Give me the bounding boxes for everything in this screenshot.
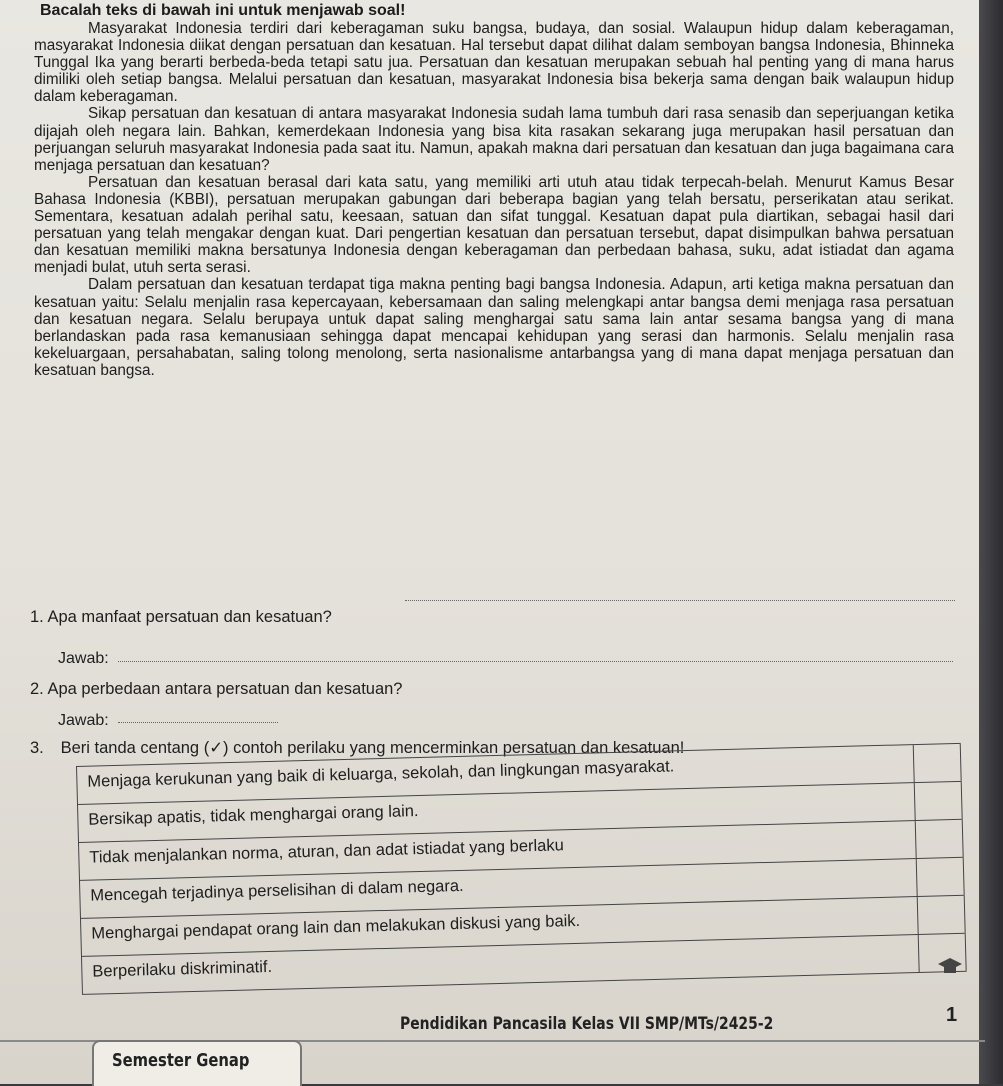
statement-4: Mencegah terjadinya perselisihan di dalam negara.	[80, 859, 918, 918]
checklist-table	[76, 743, 967, 995]
paragraph-4: Dalam persatuan dan kesatuan terdapat tiga makna penting bagi bangsa Indonesia. Adapun, arti ketiga makna persatuan dan kesatuan yaitu: Selalu menjalin rasa kepercayaan, kebersamaan dan saling melengkapi antar bangsa demi menjaga rasa persatuan dan kesatuan negara. Selalu berupaya untuk dapat saling menghargai satu sama lain antar sesama bangsa yang di mana berlandaskan pada rasa kemanusiaan sehingga dapat mencapai kehidupan yang serasi dan harmonis. Selalu menjalin rasa kekeluargaan, persahabatan, saling tolong menolong, serta nasionalisme antarbangsa yang di mana dapat menjaga persatuan dan kesatuan bangsa.	[34, 276, 954, 379]
statement-6: Berperilaku diskriminatif.	[82, 935, 920, 994]
checkbox-cell-5[interactable]	[918, 896, 966, 934]
question-1-text: Apa manfaat persatuan dan kesatuan?	[47, 608, 332, 626]
answer-label-2: Jawab:	[58, 712, 109, 729]
background-edge	[979, 0, 1003, 1084]
question-2-number: 2.	[30, 680, 44, 698]
question-3-text: Beri tanda centang (✓) contoh perilaku yang mencerminkan persatuan dan kesatuan!	[60, 739, 685, 757]
answer-line-2[interactable]	[118, 722, 278, 723]
statement-2: Bersikap apatis, tidak menghargai orang lain.	[78, 783, 916, 842]
page-number: 1	[946, 1004, 958, 1026]
checkbox-cell-4[interactable]	[917, 858, 965, 896]
answer-line-1[interactable]	[118, 661, 953, 662]
semester-label: Semester Genap	[112, 1050, 250, 1071]
statement-3: Tidak menjalankan norma, aturan, dan adat istiadat yang berlaku	[79, 821, 917, 880]
footer-title: Pendidikan Pancasila Kelas VII SMP/MTs/2425-2	[400, 1014, 774, 1034]
paragraph-1: Masyarakat Indonesia terdiri dari keberagaman suku bangsa, budaya, dan sosial. Walaupun hidup dalam keberagaman, masyarakat Indonesia diikat dengan persatuan dan kesatuan. Hal tersebut dapat dilihat dalam semboyan bangsa Indonesia, Bhinneka Tunggal Ika yang berarti berbeda-beda tetapi satu jua. Persatuan dan kesatuan merupakan sebuah hal penting yang di mana harus dimiliki oleh setiap bangsa. Melalui persatuan dan kesatuan, masyarakat Indonesia bisa bekerja sama dengan baik walaupun hidup dalam keberagaman.	[34, 20, 954, 106]
statement-5: Menghargai pendapat orang lain dan melakukan diskusi yang baik.	[81, 897, 919, 956]
question-2	[30, 680, 403, 699]
question-3-number: 3.	[30, 739, 44, 757]
question-1	[30, 608, 332, 627]
answer-label-1: Jawab:	[58, 650, 109, 667]
reading-passage	[34, 20, 954, 379]
question-2-text: Apa perbedaan antara persatuan dan kesatuan?	[47, 680, 403, 698]
graduation-cap-icon	[936, 956, 964, 976]
instruction: Bacalah teks di bawah ini untuk menjawab soal!	[40, 2, 406, 19]
question-1-number: 1.	[30, 608, 44, 626]
checkbox-cell-2[interactable]	[915, 782, 963, 820]
checkbox-cell-1[interactable]	[914, 744, 962, 782]
answer-line	[405, 600, 955, 601]
statement-1: Menjaga kerukunan yang baik di keluarga, sekolah, dan lingkungan masyarakat.	[77, 745, 915, 804]
paragraph-3: Persatuan dan kesatuan berasal dari kata satu, yang memiliki arti utuh atau tidak terpecah-belah. Menurut Kamus Besar Bahasa Indonesia (KBBI), persatuan merupakan gabungan dari beberapa bagian yang telah bersatu, perserikatan atau serikat. Sementara, kesatuan adalah perihal satu, keesaan, satuan dan sifat tunggal. Kesatuan dapat pula diartikan, sebagai hasil dari persatuan yang telah mengakar dengan kuat. Dari pengertian kesatuan dan persatuan tersebut, dapat disimpulkan bahwa persatuan dan kesatuan memiliki makna bersatunya Indonesia dengan keberagaman dan perbedaan bahasa, suku, adat istiadat dan agama menjadi bulat, utuh serta serasi.	[34, 173, 954, 277]
paragraph-2: Sikap persatuan dan kesatuan di antara masyarakat Indonesia sudah lama tumbuh dari rasa senasib dan seperjuangan ketika dijajah oleh negara lain. Bahkan, kemerdekaan Indonesia yang bisa kita rasakan sekarang juga merupakan hasil persatuan dan perjuangan seluruh masyarakat Indonesia pada saat itu. Namun, apakah makna dari persatuan dan kesatuan dan juga bagaimana cara menjaga persatuan dan kesatuan?	[34, 105, 954, 174]
checkbox-cell-3[interactable]	[916, 820, 964, 858]
